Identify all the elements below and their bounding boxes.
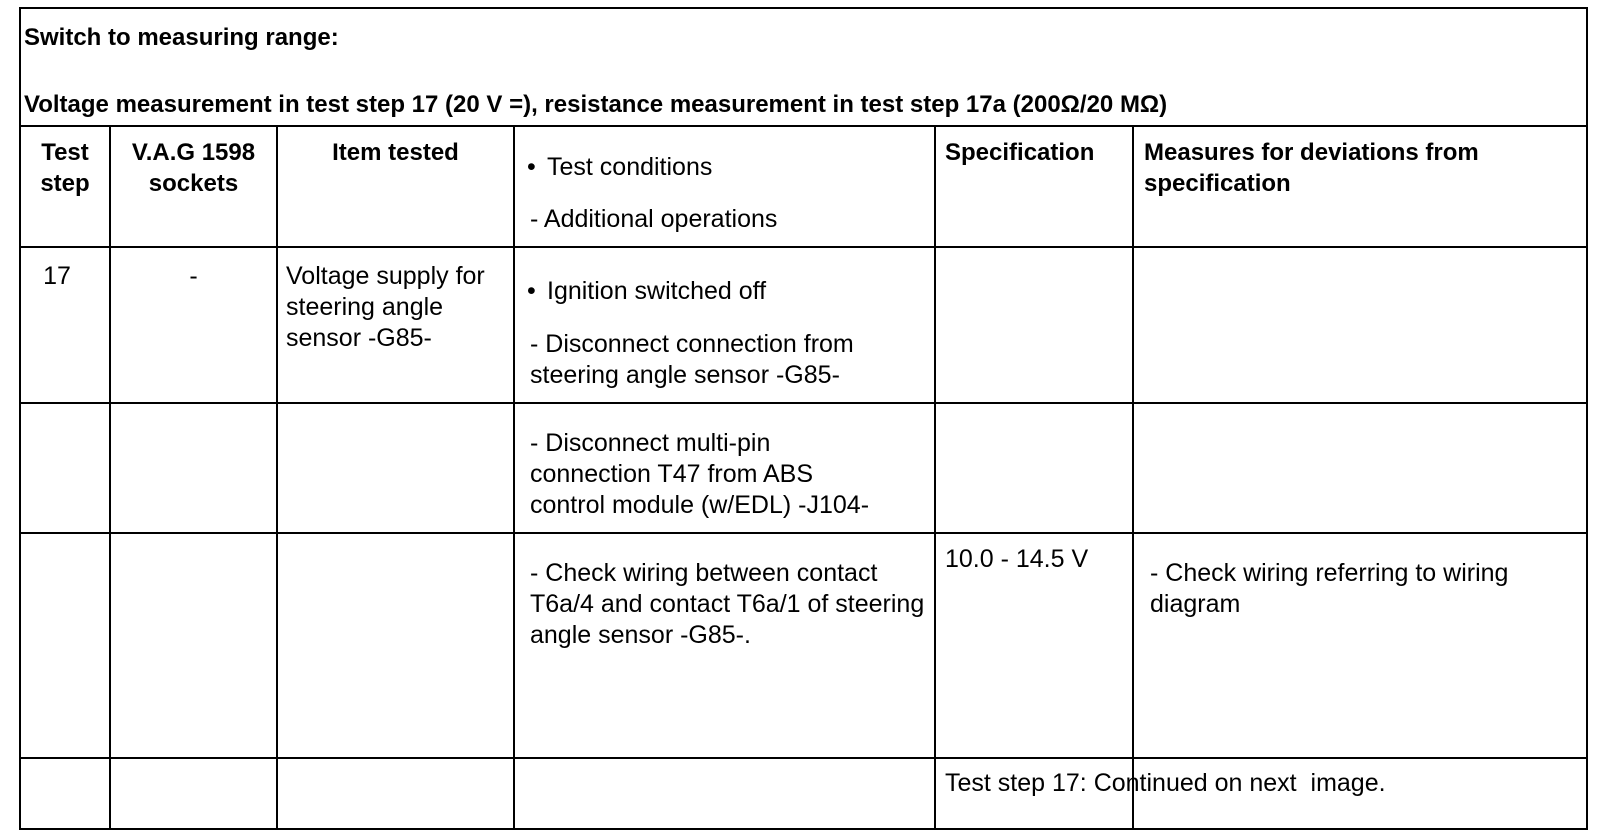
column-header-item-tested: Item tested [332, 139, 459, 166]
row-2-operation: - Disconnect multi-pin connection T47 from ABS control module (w/EDL) -J104- [530, 429, 870, 519]
column-divider [934, 127, 936, 830]
row-divider [21, 246, 1586, 248]
column-divider [109, 127, 111, 830]
row-3-measures: - Check wiring referring to wiring diagram [1150, 559, 1509, 618]
row-17-item-tested: Voltage supply for steering angle sensor -G85- [286, 262, 485, 352]
row-divider [21, 402, 1586, 404]
row-divider [21, 757, 1586, 759]
row-17-sockets: - [189, 262, 198, 290]
column-header-specification: Specification [945, 139, 1095, 166]
column-header-test-step: Test step [40, 139, 90, 197]
row-divider [21, 532, 1586, 534]
column-header-additional-operations: - Additional operations [530, 205, 778, 233]
measuring-range-details: Voltage measurement in test step 17 (20 V =), resistance measurement in test step 17a (200Ω/20 MΩ) [24, 91, 1168, 118]
column-divider [513, 127, 515, 830]
test-step-table [19, 7, 1588, 830]
row-3-specification: 10.0 - 14.5 V [945, 545, 1089, 573]
column-header-measures: Measures for deviations from specification [1144, 139, 1479, 197]
row-17-operation: - Disconnect connection from steering angle sensor -G85- [530, 330, 854, 389]
measuring-range-header [21, 9, 1586, 127]
measuring-range-title: Switch to measuring range: [24, 24, 339, 51]
column-divider [276, 127, 278, 830]
column-divider [1132, 127, 1134, 830]
column-header-sockets: V.A.G 1598 sockets [131, 139, 256, 197]
row-3-operation: - Check wiring between contact T6a/4 and contact T6a/1 of steering angle sensor -G85-. [530, 559, 925, 649]
column-header-test-conditions: • Test conditions [515, 152, 934, 183]
row-17-condition-bullet: • Ignition switched off [515, 276, 934, 307]
continued-note: Test step 17: Continued on next image. [945, 769, 1386, 797]
row-17-test-step: 17 [43, 262, 71, 290]
